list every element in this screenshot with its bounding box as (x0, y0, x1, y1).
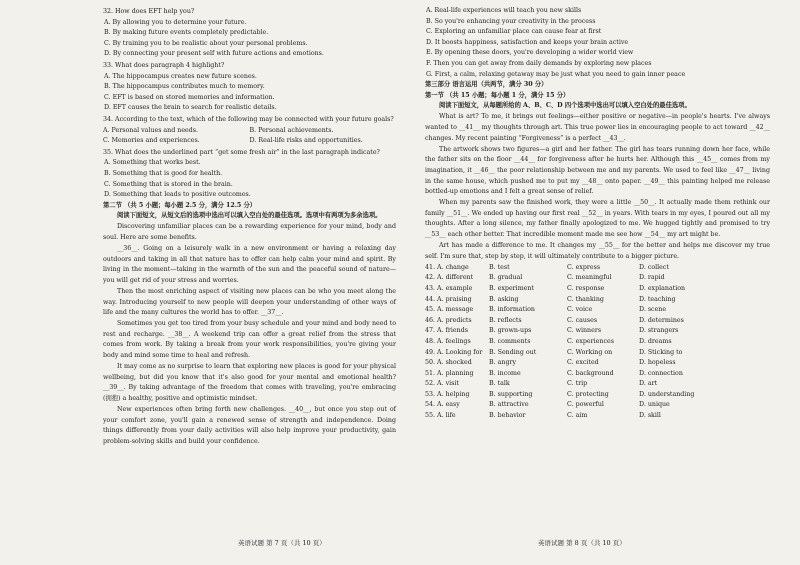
section-title: 第二节 （共 5 小题；每小题 2.5 分，满分 12.5 分） (103, 201, 257, 209)
option: E. By opening these doors, you're developing a wider world view (426, 49, 634, 57)
option: F. Then you can get away from daily demands by exploring new places (426, 59, 652, 67)
passage-paragraph: Art has made a difference to me. It changes my __55__ for the better and helps me discover my true self. I'm sure that, step by step, it will ultimately contribute to a bigger picture. (425, 242, 770, 260)
choice-option: 55. A. life (425, 412, 456, 420)
choice-option: B. gradual (489, 274, 523, 282)
choice-option: 51. A. planning (425, 369, 474, 377)
choice-option: C. causes (567, 316, 598, 324)
choice-option: 41. A. change (425, 263, 469, 271)
choice-option: C. response (567, 284, 605, 292)
choice-option: D. teaching (639, 295, 676, 303)
option: A. Real-life experiences will teach you new skills (426, 7, 582, 14)
choice-option: D. hopeless (639, 359, 676, 367)
option-list (425, 6, 770, 80)
choice-option: C. excited (567, 359, 599, 367)
option: D. By connecting your present self with future actions and emotions. (104, 50, 324, 58)
choice-option: B. test (489, 263, 510, 271)
option-row (103, 136, 396, 147)
part-title: 第三部分 语言运用（共两节，满分 30 分） (425, 81, 548, 89)
choice-option: D. collect (639, 263, 669, 271)
choice-option: 44. A. praising (425, 295, 472, 303)
choice-option: 48. A. feelings (425, 337, 471, 345)
option: B. Something that is good for health. (104, 169, 223, 177)
page-footer-right: 英语试题 第 8 页（共 10 页） (538, 539, 626, 547)
passage-paragraph: It may come as no surprise to learn that exploring new places is good for your physical wellbeing, but did you know that it's also good for your mental and emotional health? __39__. By taking advantage of the freedom that comes with traveling, you're embracing (拥抱) a healthy, positive and optimistic mindset. (103, 363, 396, 402)
option: B. Personal achievements. (249, 126, 334, 134)
choice-option: C. experiences (567, 337, 614, 345)
option: A. The hippocampus creates new future scenes. (104, 72, 257, 80)
option: B. So you're enhancing your creativity in the process (426, 17, 596, 25)
choice-option: C. express (567, 263, 601, 271)
choice-option: 53. A. helping (425, 390, 470, 398)
choice-option: B. Sending out (489, 348, 537, 356)
choice-option: B. income (489, 369, 521, 377)
section-title: 第一节 （共 15 小题；每小题 1 分，满分 15 分） (425, 91, 570, 99)
choice-option: C. winners (567, 327, 602, 335)
choice-option: D. Sticking to (639, 348, 683, 356)
option: A. By allowing you to determine your future. (104, 18, 247, 26)
option: B. By making future events completely predictable. (104, 29, 269, 37)
section-instructions: 阅读下面短文，从短文后的选项中选出可以填入空白处的最佳选项。选项中有两项为多余选项。 (117, 212, 382, 220)
choice-option: 54. A. easy (425, 401, 460, 409)
choice-option: B. supporting (489, 390, 533, 398)
choice-option: B. comments (489, 337, 531, 345)
choice-option: B. experiment (489, 284, 534, 292)
section-instructions: 阅读下面短文，从每题所给的 A、B、C、D 四个选项中选出可以填入空白处的最佳选项。 (439, 102, 691, 110)
choice-option: B. information (489, 306, 535, 314)
option: C. Something that is stored in the brain. (104, 180, 233, 188)
choice-option: C. powerful (567, 401, 604, 409)
choice-option: D. understanding (639, 390, 695, 398)
choice-option: C. voice (567, 306, 593, 314)
choice-option: D. unique (639, 401, 670, 409)
option: D. It boosts happiness, satisfaction and keeps your brain active (426, 38, 629, 46)
choice-option: D. dreams (639, 337, 672, 345)
answer-choice-grid (425, 263, 770, 422)
choice-option: C. trip (567, 380, 588, 388)
passage-paragraph: The artwork shows two figures—a girl and her father. The girl has tears running down her face, while the father sits on the floor __44__ for forgiveness after he hurts her. Although this __45__ comes from my imagination, it __46__ the poor relationship between me and my parents. We used to feel like __47__ living in the same house, which pushed me to put my __48__ onto paper. __49__ this painting helped me release bottled-up emotions and I felt a great sense of relief. (425, 145, 770, 196)
choice-option: D. strangers (639, 327, 679, 335)
option: C. EFT is based on stored memories and information. (104, 93, 275, 101)
option: A. Something that works best. (104, 159, 201, 167)
choice-option: 45. A. message (425, 306, 474, 314)
question-34 (103, 115, 396, 147)
option: C. By training you to be realistic about your personal problems. (104, 39, 308, 47)
choice-option: C. background (567, 369, 614, 377)
question-stem: 34. According to the text, which of the following may be connected with your future goals? (103, 115, 394, 123)
passage-paragraph: Then the most enriching aspect of visiting new places can be who you meet along the way. Introducing yourself to new people will deepen your understanding of other ways of life and the many cultures the world has to offer. __37__. (103, 287, 396, 317)
passage-paragraph: Discovering unfamiliar places can be a rewarding experience for your mind, body and soul. Here are some benefits. (103, 223, 396, 241)
choice-option: B. asking (489, 295, 519, 303)
passage-paragraph: What is art? To me, it brings out feelings—either positive or negative—in people's hearts. I've always wanted to __41__ my thoughts through art. This true power lies in encouraging people to act toward __42__ changes. My recent painting “Forgiveness” is a perfect __43__. (425, 113, 770, 142)
option: D. Something that leads to positive outcomes. (104, 191, 251, 199)
choice-option: C. meaningful (567, 274, 612, 282)
choice-option: 46. A. predicts (425, 316, 472, 324)
option: C. Exploring an unfamiliar place can cause fear at first (426, 28, 602, 36)
question-32 (103, 7, 396, 60)
choice-option: B. behavior (489, 412, 526, 420)
choice-option: B. reflects (489, 316, 522, 324)
passage-paragraph: Sometimes you get too tired from your busy schedule and your mind and body need to rest and recharge. __38__. A weekend trip can offer a great relief from the stress that comes from work. By taking a break from your work responsibilities, you're giving your body and mind some time to heal and refresh. (103, 320, 396, 359)
right-page (425, 6, 770, 422)
passage-paragraph: New experiences often bring forth new challenges. __40__, but once you step out of your comfort zone, you'll gain a renewed sense of strength and independence. Doing things differently from your daily activities will also help improve your productivity, gain problem-solving skills and build your confidence. (103, 405, 396, 445)
option: C. Memories and experiences. (103, 137, 200, 145)
option: D. Real-life risks and opportunities. (249, 137, 363, 145)
option: A. Personal values and needs. (103, 126, 199, 134)
choice-option: D. connection (639, 369, 683, 377)
choice-option: D. rapid (639, 274, 665, 282)
passage-paragraph: __36__. Going on a leisurely walk in a new environment or having a relaxing day outdoors and taking in all that nature has to offer can help calm your mind and spirit. By living in the moment—taking in the warmth of the sun and the peaceful sound of nature—you will get rid of your stress and worries. (103, 245, 396, 284)
question-stem: 32. How does EFT help you? (103, 8, 195, 15)
choice-option: D. art (639, 380, 658, 388)
choice-option: B. talk (489, 380, 510, 388)
choice-option: D. scene (639, 306, 667, 314)
option-row (103, 126, 396, 137)
choice-option: B. attractive (489, 401, 529, 409)
choice-option: D. determines (639, 316, 684, 324)
question-stem: 35. What does the underlined part “get some fresh air” in the last paragraph indicate? (103, 148, 380, 156)
option: D. EFT causes the brain to search for realistic details. (104, 104, 277, 112)
choice-option: C. aim (567, 412, 588, 420)
choice-option: D. skill (639, 412, 661, 420)
choice-option: B. angry (489, 359, 517, 367)
choice-option: 52. A. visit (425, 380, 459, 388)
question-35 (103, 148, 396, 201)
choice-option: 49. A. Looking for (425, 348, 483, 356)
choice-option: 43. A. example (425, 284, 473, 292)
choice-option: D. explanation (639, 284, 686, 292)
choice-option: C. Working on (567, 348, 613, 356)
option: B. The hippocampus contributes much to memory. (104, 83, 265, 91)
question-33 (103, 61, 396, 114)
choice-option: 42. A. different (425, 274, 474, 282)
choice-option: B. grown-ups (489, 327, 532, 335)
left-page (103, 6, 396, 448)
page-footer-left: 英语试题 第 7 页（共 10 页） (238, 539, 326, 547)
question-stem: 33. What does paragraph 4 highlight? (103, 61, 225, 69)
choice-option: C. thanking (567, 295, 604, 303)
option: G. First, a calm, relaxing getaway may be just what you need to gain inner peace (426, 70, 686, 78)
passage-paragraph: When my parents saw the finished work, they were a little __50__. It actually made them rethink our family __51__. We ended up having our first real __52__ in years. With tears in my eyes, I poured out all my thoughts. After a long silence, my father finally apologized to me. We hugged tightly and promised to try __53__ each other better. That incredible moment made me see how __54__ my art might be. (425, 199, 770, 238)
choice-option: C. protecting (567, 390, 609, 398)
choice-option: 50. A. shocked (425, 359, 472, 367)
choice-option: 47. A. friends (425, 327, 468, 335)
